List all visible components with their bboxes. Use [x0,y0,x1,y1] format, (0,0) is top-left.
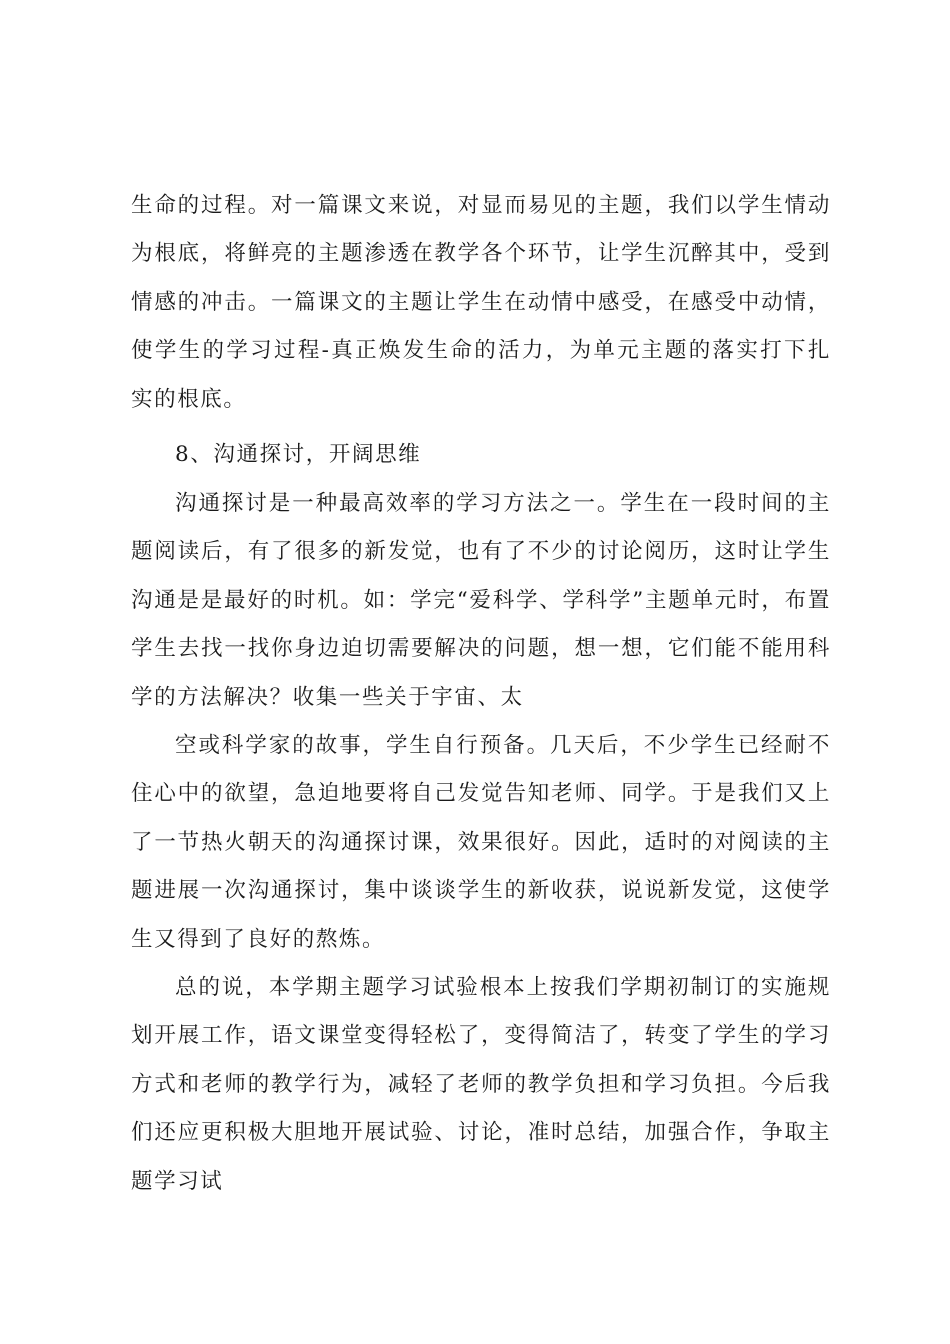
paragraph-stories: 空或科学家的故事，学生自行预备。几天后，不少学生已经耐不住心中的欲望，急迫地要将自己发觉告知老师、同学。于是我们又上了一节热火朝天的沟通探讨课，效果很好。因此，适时的对阅读的主题进展一次沟通探讨，集中谈谈学生的新收获，说说新发觉，这使学生又得到了良好的熬炼。 [131,733,831,952]
paragraph-discussion: 沟通探讨是一种最高效率的学习方法之一。学生在一段时间的主题阅读后，有了很多的新发觉，也有了不少的讨论阅历，这时让学生沟通是是最好的时机。如：学完“爱科学、学科学”主题单元时，布置学生去找一找你身边迫切需要解决的问题，想一想，它们能不能用科学的方法解决？收集一些关于宇宙、太 [131,491,831,710]
section-heading-8: 8、沟通探讨，开阔思维 [175,442,422,467]
paragraph-continuation: 生命的过程。对一篇课文来说，对显而易见的主题，我们以学生情动为根底，将鲜亮的主题渗透在教学各个环节，让学生沉醉其中，受到情感的冲击。一篇课文的主题让学生在动情中感受，在感受中动情，使学生的学习过程-真正焕发生命的活力，为单元主题的落实打下扎实的根底。 [131,193,831,412]
paragraph-summary: 总的说，本学期主题学习试验根本上按我们学期初制订的实施规划开展工作，语文课堂变得轻松了，变得简洁了，转变了学生的学习方式和老师的教学行为，减轻了老师的教学负担和学习负担。今后我们还应更积极大胆地开展试验、讨论，准时总结，加强合作，争取主题学习试 [131,975,831,1194]
